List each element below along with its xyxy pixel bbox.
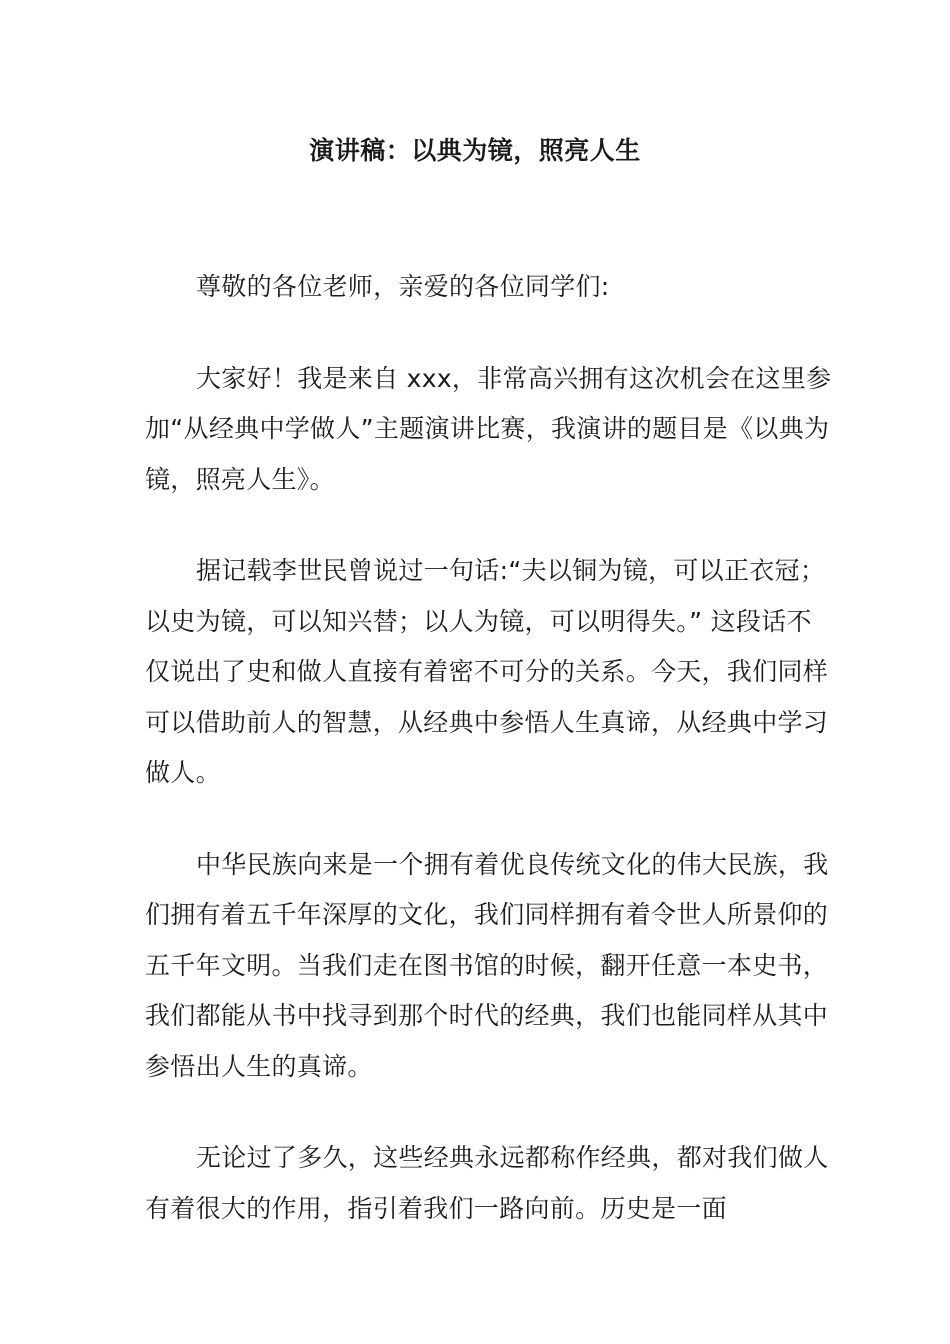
paragraph-greeting: 大家好！我是来自 xxx，非常高兴拥有这次机会在这里参加“从经典中学做人”主题演讲比赛，我演讲的题目是《以典为镜，照亮人生》。 [145,363,832,494]
paragraph-quote: 据记载李世民曾说过一句话:“夫以铜为镜，可以正衣冠；以史为镜，可以知兴替；以人为镜，可以明得失。” 这段话不仅说出了史和做人直接有着密不可分的关系。今天，我们同样可以借助前人的智慧，从经典中参悟人生真谛，从经典中学习做人。 [145,556,829,787]
paragraph-culture: 中华民族向来是一个拥有着优良传统文化的伟大民族，我们拥有着五千年深厚的文化，我们同样拥有着令世人所景仰的五千年文明。当我们走在图书馆的时候，翻开任意一本史书，我们都能从书中找寻到那个时代的经典，我们也能同样从其中参悟出人生的真谛。 [145,849,829,1081]
document-body [145,262,835,1275]
document-title: 演讲稿：以典为镜，照亮人生 [309,136,641,165]
paragraph-salutation: 尊敬的各位老师，亲爱的各位同学们: [196,272,610,301]
paragraph-classics: 无论过了多久，这些经典永远都称作经典，都对我们做人有着很大的作用，指引着我们一路向前。历史是一面 [145,1143,829,1223]
